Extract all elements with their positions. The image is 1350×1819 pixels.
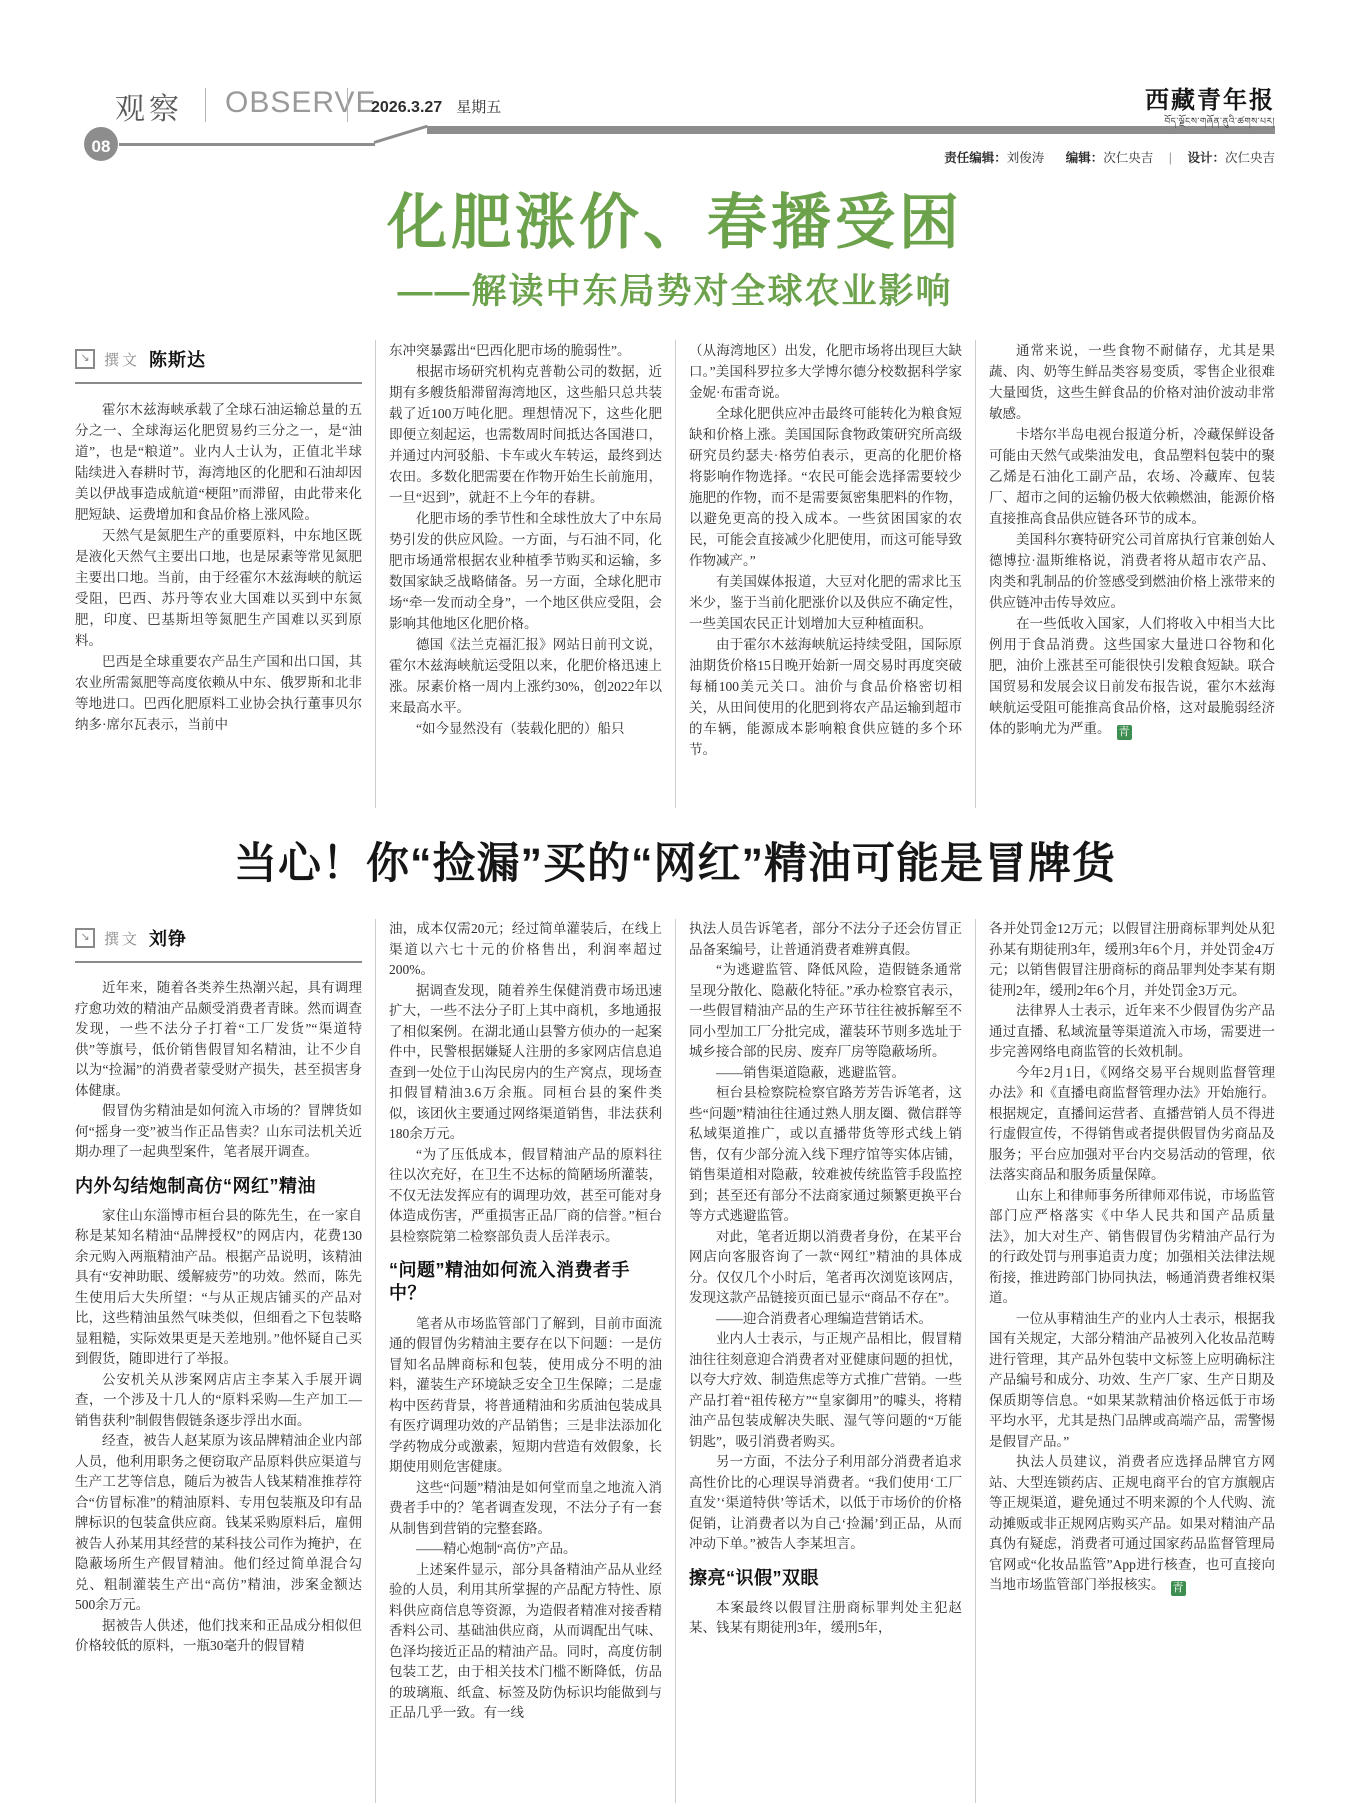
article-paragraph: 一位从事精油生产的业内人士表示，根据我国有关规定，大部分精油产品被列入化妆品范畴进行管理，其产品外包装中文标签上应明确标注产品编号和成分、功效、生产厂家、生产日期及保质期等信息。“如果某款精油价格远低于市场平均水平，尤其是热门品牌或高端产品，需警惕是假冒产品。” bbox=[989, 1310, 1275, 1449]
text-column bbox=[75, 399, 362, 735]
designer-name: 次仁央吉 bbox=[1224, 151, 1275, 165]
resp-editor-name: 刘俊涛 bbox=[1006, 151, 1045, 165]
masthead-tibetan: བོད་ལྗོངས་གཞོན་ནུའི་ཚགས་པར། bbox=[1164, 116, 1275, 126]
article-paragraph: 笔者从市场监管部门了解到，目前市面流通的假冒伪劣精油主要存在以下问题：一是仿冒知名品牌商标和包装，使用成分不明的油料，灌装生产环境缺乏安全卫生保障；二是虚构中医药背景，将普通精油和劣质油包装成具有医疗调理功效的产品销售；三是非法添加化学药物成分或激素，短期内营造有效假象，长期使用则危害健康。 bbox=[389, 1315, 662, 1475]
article-paragraph: 天然气是氮肥生产的重要原料，中东地区既是液化天然气主要出口地，也是尿素等常见氮肥主要出口地。当前，由于经霍尔木兹海峡的航运受阻，巴西、苏丹等农业大国难以买到中东氮肥，印度、巴基斯坦等氮肥生产国难以买到原料。 bbox=[75, 528, 362, 648]
weekday-value: 星期五 bbox=[456, 99, 502, 116]
article-paragraph: 今年2月1日，《网络交易平台规则监督管理办法》和《直播电商监督管理办法》开始施行。根据规定，直播间运营者、直播营销人员不得进行虚假宣传，不得销售或者提供假冒伪劣商品及服务；平台应加强对平台内交易活动的管理，依法落实商品和服务质量保障。 bbox=[989, 1064, 1275, 1182]
text-column bbox=[989, 919, 1275, 1596]
editors-pipe: | bbox=[1168, 151, 1172, 165]
article-paragraph: 近年来，随着各类养生热潮兴起，具有调理疗愈功效的精油产品颇受消费者青睐。然而调查发现，一些不法分子打着“工厂发货”“渠道特供”等旗号，低价销售假冒知名精油，让不少自以为“捡漏”的消费者蒙受财产损失，甚至损害身体健康。 bbox=[75, 980, 362, 1098]
article-paragraph: 执法人员告诉笔者，部分不法分子还会仿冒正品备案编号，让普通消费者难辨真假。 bbox=[689, 921, 962, 957]
article-paragraph: 假冒伪劣精油是如何流入市场的？冒牌货如何“摇身一变”被当作正品售卖？山东司法机关近期办理了一起典型案件，笔者展开调查。 bbox=[75, 1103, 362, 1159]
article1-column-1 bbox=[75, 340, 375, 808]
article2-column-2 bbox=[375, 919, 675, 1803]
article-fertilizer bbox=[75, 190, 1275, 808]
pen-box-icon: ↘ bbox=[75, 349, 95, 369]
article-paragraph: 根据市场研究机构克普勒公司的数据，近期有多艘货船滞留海湾地区，这些船只总共装载了近100万吨化肥。理想情况下，这些化肥即便立刻起运，也需数周时间抵达各国港口，并通过内河驳船、卡车或火车转运，最终到达农田。多数化肥需要在作物开始生长前施用，一旦“迟到”，就赶不上今年的春耕。 bbox=[389, 364, 662, 505]
article-subheading: 内外勾结炮制高仿“网红”精油 bbox=[75, 1175, 316, 1196]
article-paragraph: 东冲突暴露出“巴西化肥市场的脆弱性”。 bbox=[389, 343, 631, 358]
header-rule-thick bbox=[427, 126, 1275, 134]
masthead-title: 西藏青年报 bbox=[1145, 88, 1275, 114]
article1-column-3 bbox=[675, 340, 975, 808]
text-column bbox=[389, 919, 662, 1724]
article-paragraph: 霍尔木兹海峡承载了全球石油运输总量的五分之一、全球海运化肥贸易约三分之一，是“油道”，也是“粮道”。业内人士认为，正值北半球陆续进入春耕时节，海湾地区的化肥和石油却因美以伊战事造成航道“梗阻”而滞留，由此带来化肥短缺、运费增加和食品价格上涨风险。 bbox=[75, 402, 362, 522]
article-paragraph: 法律界人士表示，近年来不少假冒伪劣产品通过直播、私域流量等渠道流入市场，需要进一步完善网络电商监管的长效机制。 bbox=[989, 1003, 1275, 1059]
header-rule-thin bbox=[119, 143, 375, 146]
article-paragraph: 经查，被告人赵某原为该品牌精油企业内部人员，他利用职务之便窃取产品原料供应渠道与生产工艺等信息，随后为被告人钱某精准推荐符合“仿冒标准”的精油原料、专用包装瓶及印有品牌标识的包装盒供应商。钱某采购原料后，雇佣被告人孙某用其经营的某科技公司作为掩护，在隐蔽场所生产假冒精油。他们经过简单混合勾兑、粗制灌装生产出“高仿”精油，涉案金额达500余万元。 bbox=[75, 1433, 362, 1613]
editor-label: 编辑： bbox=[1065, 151, 1104, 165]
article-end-icon: 青 bbox=[1118, 726, 1130, 738]
article-paragraph: 家住山东淄博市桓台县的陈先生，在一家自称是某知名精油“品牌授权”的网店内，花费130余元购入两瓶精油产品。根据产品说明，该精油具有“安神助眠、缓解疲劳”的功效。然而，陈先生使用后大失所望：“与从正规店铺买的产品对比，这些精油虽然气味类似，但细看之下包装略显粗糙，实际效果更是天差地别。”他怀疑自己买到假货，随即进行了举报。 bbox=[75, 1207, 362, 1367]
article1-column-2 bbox=[375, 340, 675, 808]
article-paragraph: 油，成本仅需20元；经过简单灌装后，在线上渠道以六七十元的价格售出，利润率超过200%。 bbox=[389, 921, 662, 977]
article-paragraph: 各并处罚金12万元；以假冒注册商标罪判处从犯孙某有期徒刑3年，缓刑3年6个月，并处罚金4万元；以销售假冒注册商标的商品罪判处李某有期徒刑2年，缓刑2年6个月，并处罚金3万元。 bbox=[989, 921, 1275, 998]
article-paragraph: 另一方面，不法分子利用部分消费者追求高性价比的心理误导消费者。“我们使用‘工厂直发’‘渠道特供’等话术，以低于市场价的价格促销，让消费者以为自己‘捡漏’到正品，从而冲动下单。”被告人李某坦言。 bbox=[689, 1454, 962, 1551]
designer-label: 设计： bbox=[1187, 151, 1225, 165]
text-column bbox=[689, 919, 962, 1639]
article-paragraph: 由于霍尔木兹海峡航运持续受阻，国际原油期货价格15日晚开始新一周交易时再度突破每桶100美元关口。油价与食品价格密切相关，从田间使用的化肥到将农产品运输到超市的车辆，能源成本影响粮食供应链的多个环节。 bbox=[689, 637, 962, 757]
article-paragraph: 业内人士表示，与正规产品相比，假冒精油往往刻意迎合消费者对亚健康问题的担忧，以夸大疗效、制造焦虑等方式推广营销。一些产品打着“祖传秘方”“皇家御用”的噱头，将精油产品包装成解决失眠、湿气等问题的“万能钥匙”，吸引消费者购买。 bbox=[689, 1331, 962, 1449]
text-column bbox=[389, 340, 662, 739]
article-paragraph: 公安机关从涉案网店店主李某入手展开调查，一个涉及十几人的“原料采购—生产加工—销售获利”制假售假链条逐步浮出水面。 bbox=[75, 1371, 362, 1428]
article-paragraph: 这些“问题”精油是如何堂而皇之地流入消费者手中的？笔者调查发现，不法分子有一套从制售到营销的完整套路。 bbox=[389, 1479, 662, 1536]
resp-editor-label: 责任编辑： bbox=[944, 151, 1007, 165]
article-paragraph: 有美国媒体报道，大豆对化肥的需求比玉米少，鉴于当前化肥涨价以及供应不确定性，一些美国农民正计划增加大豆种植面积。 bbox=[689, 574, 962, 631]
article-paragraph: 执法人员建议，消费者应选择品牌官方网站、大型连锁药店、正规电商平台的官方旗舰店等正规渠道，避免通过不明来源的个人代购、流动摊贩或非正规网店购买产品。如果对精油产品真伪有疑虑，消费者可通过国家药品监督管理局官网或“化妆品监管”App进行核查，也可直接向当地市场监管部门举报核实。 青 bbox=[989, 1454, 1275, 1594]
article-paragraph: 全球化肥供应冲击最终可能转化为粮食短缺和价格上涨。美国国际食物政策研究所高级研究员约瑟夫·格劳伯表示，更高的化肥价格将影响作物选择。“农民可能会选择需要较少施肥的作物，而不是需要氮密集肥料的作物，以避免更高的投入成本。一些贫困国家的农民，可能会直接减少化肥使用，而这可能导致作物减产。” bbox=[689, 406, 962, 568]
article1-column-4 bbox=[975, 340, 1275, 808]
article-paragraph: （从海湾地区）出发，化肥市场将出现巨大缺口。”美国科罗拉多大学博尔德分校数据科学家金妮·布雷奇说。 bbox=[689, 343, 962, 400]
editors-line bbox=[944, 148, 1275, 166]
article1-subtitle: ——解读中东局势对全球农业影响 bbox=[397, 272, 953, 311]
article-paragraph: ——销售渠道隐蔽，逃避监管。 bbox=[716, 1064, 905, 1080]
article2-column-4 bbox=[975, 919, 1275, 1803]
article-paragraph: 据被告人供述，他们找来和正品成分相似但价格较低的原料，一瓶30毫升的假冒精 bbox=[75, 1617, 362, 1654]
text-column bbox=[989, 340, 1275, 740]
article-paragraph: 巴西是全球重要农产品生产国和出口国，其农业所需氮肥等高度依赖从中东、俄罗斯和北非等地进口。巴西化肥原料工业协会执行董事贝尔纳多·席尔瓦表示，当前中 bbox=[75, 654, 362, 732]
article-paragraph: 在一些低收入国家，人们将收入中相当大比例用于食品消费。这些国家大量进口谷物和化肥，油价上涨甚至可能很快引发粮食短缺。联合国贸易和发展会议日前发布报告说，霍尔木兹海峡航运受阻可能推高食品价格，这对最脆弱经济体的影响尤为严重。 青 bbox=[989, 616, 1275, 738]
article-paragraph: 桓台县检察院检察官路芳芳告诉笔者，这些“问题”精油往往通过熟人朋友圈、微信群等私域渠道推广，或以直播带货等形式线上销售，仅有少部分流入线下理疗馆等实体店铺，销售渠道相对隐蔽，较难被传统监管手段监控到；甚至还有部分不法商家通过频繁更换平台等方式逃避监管。 bbox=[689, 1085, 962, 1223]
byline-author: 陈斯达 bbox=[149, 350, 207, 370]
editor-name: 次仁央吉 bbox=[1103, 151, 1154, 165]
article-paragraph: 山东上和律师事务所律师邓伟说，市场监管部门应严格落实《中华人民共和国产品质量法》，加大对生产、销售假冒伪劣精油产品行为的行政处罚与刑事追责力度；加强相关法律法规衔接，推进跨部门协同执法，畅通消费者维权渠道。 bbox=[989, 1187, 1275, 1305]
section-title-cn: 观察 bbox=[115, 93, 183, 126]
text-column bbox=[689, 340, 962, 760]
article-essential-oil bbox=[75, 830, 1275, 1803]
article-paragraph: “如今显然没有（装载化肥的）船只 bbox=[416, 721, 625, 736]
article1-columns bbox=[75, 340, 1275, 808]
byline-author: 刘铮 bbox=[149, 929, 188, 949]
byline-label: 撰文 bbox=[104, 351, 141, 369]
article1-title: 化肥涨价、春播受困 bbox=[387, 189, 963, 256]
article-subheading: 擦亮“识假”双眼 bbox=[689, 1567, 819, 1588]
article2-columns bbox=[75, 919, 1275, 1803]
article-paragraph: “为了压低成本，假冒精油产品的原料往往以次充好，在卫生不达标的简陋场所灌装，不仅无法发挥应有的调理功效，甚至可能对身体造成伤害，严重损害正品厂商的信誉。”桓台县检察院第二检察部负责人岳洋表示。 bbox=[389, 1146, 662, 1244]
article2-column-3 bbox=[675, 919, 975, 1803]
article-paragraph: 对此，笔者近期以消费者身份，在某平台网店向客服咨询了一款“网红”精油的具体成分。仅仅几个小时后，笔者再次浏览该网店，发现这款产品链接页面已显示“商品不存在”。 bbox=[689, 1228, 962, 1305]
byline-label: 撰文 bbox=[104, 930, 141, 948]
page-date bbox=[371, 96, 501, 117]
header-divider bbox=[347, 88, 348, 122]
article-paragraph: “为逃避监管、降低风险，造假链条通常呈现分散化、隐蔽化特征。”承办检察官表示，一些假冒精油产品的生产环节往往被拆解至不同小型加工厂分批完成，灌装环节则多选址于城乡接合部的民房、废弃厂房等隐蔽场所。 bbox=[689, 962, 962, 1059]
section-title-en: OBSERVE bbox=[225, 86, 377, 119]
article-paragraph: 本案最终以假冒注册商标罪判处主犯赵某、钱某有期徒刑3年，缓刑5年， bbox=[689, 1599, 962, 1636]
article-paragraph: 化肥市场的季节性和全球性放大了中东局势引发的供应风险。一方面，与石油不同，化肥市场通常根据农业种植季节购买和运输，多数国家缺乏战略储备。另一方面，全球化肥市场“牵一发而动全身”，一个地区供应受阻，会影响其他地区化肥价格。 bbox=[389, 511, 662, 631]
article-paragraph: 卡塔尔半岛电视台报道分析，冷藏保鲜设备可能由天然气或柴油发电，食品塑料包装中的聚乙烯是石油化工副产品，农场、冷藏库、包装厂、超市之间的运输仍极大依赖燃油，能源价格直接推高食品供应链各环节的成本。 bbox=[989, 427, 1275, 526]
byline bbox=[75, 340, 362, 384]
article-paragraph: 德国《法兰克福汇报》网站日前刊文说，霍尔木兹海峡航运受阻以来，化肥价格迅速上涨。尿素价格一周内上涨约30%，创2022年以来最高水平。 bbox=[389, 637, 662, 715]
text-column bbox=[75, 978, 362, 1657]
article-paragraph: ——迎合消费者心理编造营销话术。 bbox=[716, 1310, 932, 1326]
byline bbox=[75, 919, 362, 963]
header-rule-diagonal bbox=[374, 125, 428, 144]
article-paragraph: 据调查发现，随着养生保健消费市场迅速扩大，一些不法分子盯上其中商机，多地通报了相似案例。在湖北通山县警方侦办的一起案件中，民警根据嫌疑人注册的多家网店信息追查到一处位于山沟民房内的生产窝点，现场查扣假冒精油3.6万余瓶。同桓台县的案件类似，该团伙主要通过网络渠道销售，非法获利180余万元。 bbox=[389, 982, 662, 1141]
article-paragraph: 上述案件显示，部分具备精油产品从业经验的人员，利用其所掌握的产品配方特性、原料供应商信息等资源，为造假者精准对接香精香料公司、基础油供应商，从而调配出气味、色泽均接近正品的精油产品。同时，高度仿制包装工艺，由于相关技术门槛不断降低，仿品的玻璃瓶、纸盒、标签及防伪标识均能做到与正品几乎一致。有一线 bbox=[389, 1561, 662, 1721]
article-end-icon: 青 bbox=[1172, 1582, 1184, 1594]
header-divider bbox=[205, 88, 206, 122]
article2-title: 当心！你“捡漏”买的“网红”精油可能是冒牌货 bbox=[234, 840, 1116, 888]
article2-column-1 bbox=[75, 919, 375, 1803]
article-paragraph: 美国科尔赛特研究公司首席执行官兼创始人德博拉·温斯维格说，消费者将从超市农产品、肉类和乳制品的价签感受到燃油价格上涨带来的供应链冲击传导效应。 bbox=[989, 532, 1275, 610]
pen-box-icon: ↘ bbox=[75, 928, 95, 948]
page-number-badge: 08 bbox=[81, 124, 121, 164]
article-subheading: “问题”精油如何流入消费者手中？ bbox=[389, 1260, 630, 1304]
date-value: 2026.3.27 bbox=[371, 99, 443, 116]
article-paragraph: ——精心炮制“高仿”产品。 bbox=[416, 1541, 577, 1557]
article-paragraph: 通常来说，一些食物不耐储存，尤其是果蔬、肉、奶等生鲜品类容易变质，零售企业很难大量囤货，这些生鲜食品的价格对油价波动非常敏感。 bbox=[989, 343, 1275, 421]
page-header bbox=[75, 0, 1275, 178]
